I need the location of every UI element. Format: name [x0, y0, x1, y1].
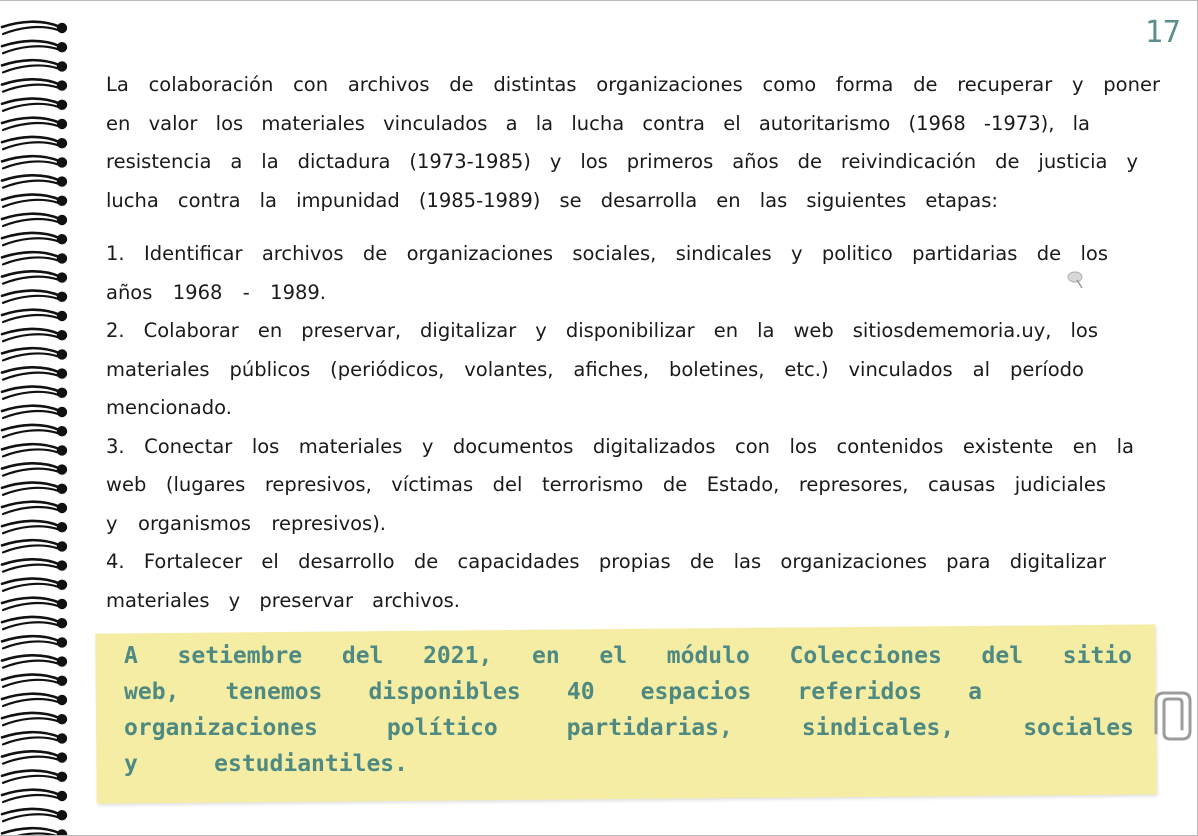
- spiral-binding: [0, 1, 80, 836]
- spiral-ring: [2, 483, 67, 495]
- step-line: 4. Fortalecer el desarrollo de capacidades propias de las organizaciones para digitalizar: [106, 550, 1106, 573]
- spiral-ring: [2, 694, 67, 706]
- spiral-ring: [2, 617, 67, 629]
- steps-list: [106, 235, 1160, 620]
- spiral-ring: [2, 175, 67, 187]
- spiral-ring: [2, 771, 67, 783]
- spiral-ring: [2, 214, 67, 226]
- spiral-ring: [2, 732, 67, 744]
- intro-paragraph: [106, 66, 1160, 220]
- spiral-ring: [2, 329, 67, 341]
- spiral-ring: [2, 387, 67, 399]
- intro-line: lucha contra la impunidad (1985-1989) se desarrolla en las siguientes etapas:: [106, 188, 998, 212]
- spiral-ring: [2, 233, 67, 245]
- spiral-ring: [2, 559, 67, 571]
- spiral-ring: [2, 636, 67, 648]
- note-line: y estudiantiles.: [124, 751, 408, 777]
- spiral-ring: [2, 598, 67, 610]
- spiral-ring: [2, 137, 67, 149]
- spiral-ring: [2, 828, 67, 836]
- step-line: web (lugares represivos, víctimas del terrorismo de Estado, represores, causas judiciales: [106, 473, 1106, 496]
- spiral-ring: [2, 540, 67, 552]
- spiral-ring: [2, 22, 67, 34]
- spiral-ring: [2, 675, 67, 687]
- spiral-ring: [2, 195, 67, 207]
- intro-line: resistencia a la dictadura (1973-1985) y los primeros años de reivindicación de justicia y: [106, 150, 1138, 173]
- spiral-ring: [2, 60, 67, 72]
- intro-line: en valor los materiales vinculados a la lucha contra el autoritarismo (1968 -1973), la: [106, 111, 1090, 135]
- spiral-ring: [2, 156, 67, 168]
- pushpin-icon: [1066, 269, 1088, 291]
- note-line: A setiembre del 2021, en el módulo Colecciones del sitio: [124, 643, 1132, 669]
- spiral-ring: [2, 310, 67, 322]
- page-number: 17: [1144, 15, 1181, 50]
- spiral-ring: [2, 99, 67, 111]
- note-line: web, tenemos disponibles 40 espacios referidos a: [124, 679, 982, 705]
- spiral-ring: [2, 406, 67, 418]
- intro-line: La colaboración con archivos de distintas organizaciones como forma de recuperar y poner: [106, 73, 1160, 96]
- step-line: 1. Identificar archivos de organizaciones sociales, sindicales y politico partidarias de los: [106, 242, 1108, 265]
- spiral-ring: [2, 521, 67, 533]
- spiral-ring: [2, 502, 67, 514]
- spiral-ring: [2, 367, 67, 379]
- spiral-ring: [2, 809, 67, 821]
- step-line: años 1968 - 1989.: [106, 280, 326, 304]
- spiral-ring: [2, 713, 67, 725]
- step-line: y organismos represivos).: [106, 511, 386, 535]
- step-line: materiales y preservar archivos.: [106, 588, 460, 612]
- spiral-ring: [2, 790, 67, 802]
- spiral-ring: [2, 751, 67, 763]
- spiral-ring: [2, 425, 67, 437]
- step-line: 2. Colaborar en preservar, digitalizar y disponibilizar en la web sitiosdememoria.uy, los: [106, 319, 1098, 342]
- spiral-ring: [2, 271, 67, 283]
- step-line: mencionado.: [106, 396, 232, 419]
- spiral-ring: [2, 655, 67, 667]
- spiral-ring: [2, 41, 67, 53]
- spiral-ring: [2, 79, 67, 91]
- spiral-ring: [2, 463, 67, 475]
- note-line: organizaciones político partidarias, sindicales, sociales: [124, 715, 1134, 741]
- step-line: 3. Conectar los materiales y documentos digitalizados con los contenidos existente en la: [106, 434, 1134, 458]
- spiral-ring: [2, 579, 67, 591]
- step-line: materiales públicos (periódicos, volantes, afiches, boletines, etc.) vinculados al período: [106, 357, 1084, 381]
- spiral-ring: [2, 291, 67, 303]
- sticky-note-text: [124, 638, 1134, 782]
- spiral-ring: [2, 444, 67, 456]
- spiral-ring: [2, 118, 67, 130]
- spiral-ring: [2, 348, 67, 360]
- spiral-ring: [2, 252, 67, 264]
- paperclip-icon: [1150, 689, 1196, 749]
